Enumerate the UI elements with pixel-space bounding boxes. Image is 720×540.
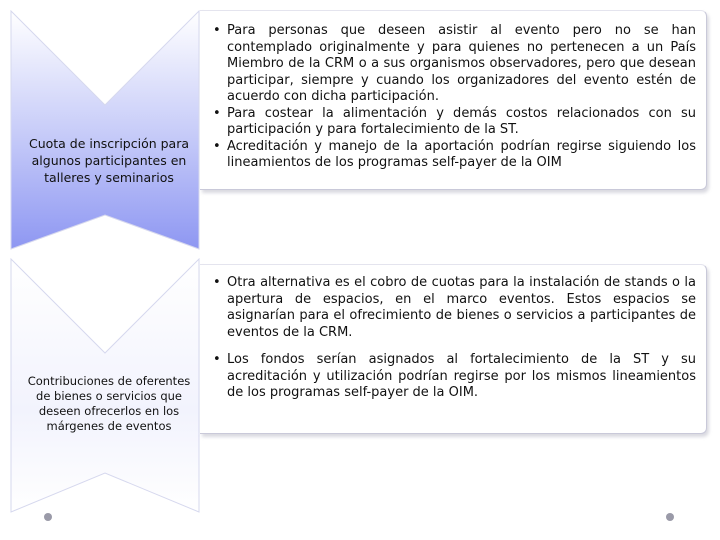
- bullet-icon: •: [213, 105, 221, 121]
- bullet-icon: •: [213, 352, 221, 367]
- chevron-shape-registration: [10, 10, 200, 250]
- slide-nav-dot-right: [666, 513, 674, 521]
- bullet-list-contributions: [200, 265, 706, 402]
- list-item: • Otra alternativa es el cobro de cuotas para la instalación de stands o la apertura de espacios, en el marco eventos. Estos espacios se asignarían para el ofrecimiento de bienes o servicios a participantes de eventos de la CRM.: [213, 275, 696, 340]
- details-panel-contributions: [200, 264, 707, 434]
- chevron-graphic: [10, 10, 200, 250]
- bullet-icon: •: [213, 23, 221, 38]
- chevron-label-registration: Cuota de inscripción para algunos participantes en talleres y seminarios: [28, 136, 190, 185]
- details-panel-registration: [200, 10, 707, 190]
- list-item: • Acreditación y manejo de la aportación podrían regirse siguiendo los lineamientos de los programas self-payer de la OIM: [213, 138, 696, 170]
- bullet-list-registration: [200, 11, 706, 172]
- list-item: • Los fondos serían asignados al fortalecimiento de la ST y su acreditación y utilización podrían regirse por los mismos lineamientos de los programas self-payer de la OIM.: [213, 352, 696, 400]
- list-item: • Para costear la alimentación y demás costos relacionados con su participación y para fortalecimiento de la ST.: [213, 105, 696, 137]
- list-item: • Para personas que deseen asistir al evento pero no se han contemplado originalmente y para quienes no pertenecen a un País Miembro de la CRM o a sus organismos observadores, pero que desean participar, siempre y cuando los organizadores del evento estén de acuerdo con dicha participación.: [213, 23, 696, 104]
- bullet-icon: •: [213, 275, 221, 290]
- chevron-shape-contributions: [10, 258, 200, 513]
- slide-nav-dot-left: [44, 513, 52, 521]
- chevron-label-contributions: Contribuciones de oferentes de bienes o servicios que deseen ofrecerlos en los márgenes de eventos: [27, 374, 191, 433]
- bullet-icon: •: [213, 138, 221, 154]
